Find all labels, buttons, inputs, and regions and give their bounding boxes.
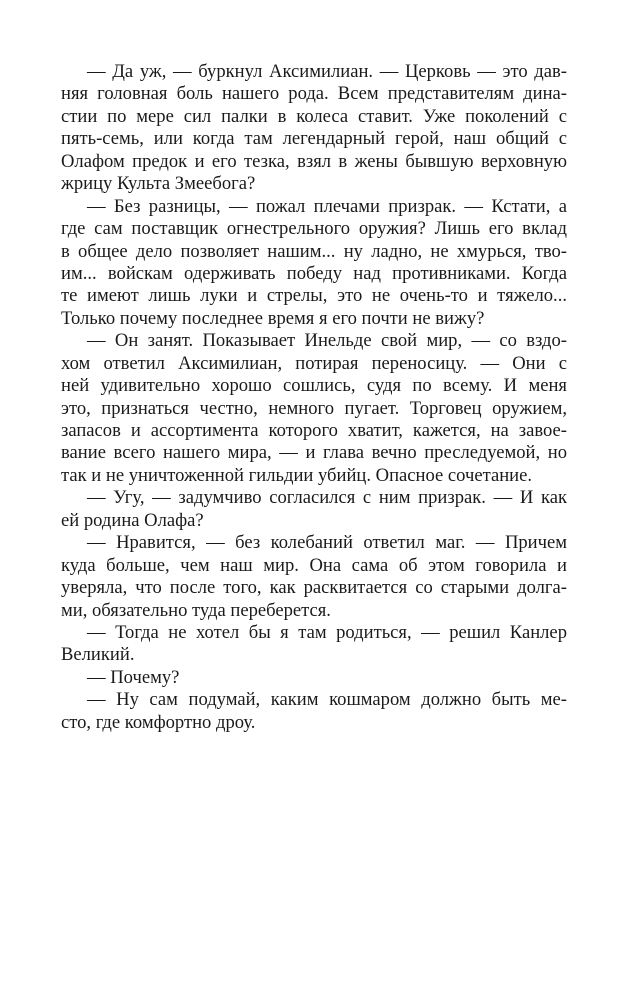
text-line: Великий.	[61, 644, 135, 666]
text-line: ми, обязательно туда переберется.	[61, 599, 331, 621]
text-line: жрицу Культа Змеебога?	[61, 173, 256, 195]
text-line: ей родина Олафа?	[61, 509, 204, 531]
page-text	[61, 61, 567, 734]
text-line: в общее дело позволяет нашим... ну ладно, не хмурься, тво-	[61, 240, 567, 262]
text-line: куда больше, чем наш мир. Она сама об этом говорила и	[61, 554, 567, 576]
text-line: — Да уж, — буркнул Аксимилиан. — Церковь — это дав-	[87, 61, 567, 82]
text-line: им... войскам одерживать победу над противниками. Когда	[61, 262, 567, 284]
text-line: это, признаться честно, немного пугает. Торговец оружием,	[61, 397, 567, 419]
text-line: — Тогда не хотел бы я там родиться, — решил Канлер	[87, 621, 567, 643]
text-line: где сам поставщик огнестрельного оружия? Лишь его вклад	[61, 218, 567, 240]
text-line: уверяла, что после того, как расквитается со старыми долга-	[61, 577, 567, 599]
text-line: — Нравится, — без колебаний ответил маг. — Причем	[87, 532, 567, 554]
text-line: Только почему последнее время я его почти не вижу?	[61, 307, 485, 329]
text-line: ней удивительно хорошо сошлись, судя по всему. И меня	[61, 375, 567, 397]
text-line: — Почему?	[87, 666, 180, 688]
text-line: стии по мере сил палки в колеса ставит. Уже поколений с	[61, 105, 567, 127]
text-line: — Он занят. Показывает Инельде свой мир, — со вздо-	[87, 330, 567, 352]
text-line: Олафом предок и его тезка, взял в жены бывшую верховную	[61, 150, 567, 172]
text-line: — Без разницы, — пожал плечами призрак. — Кстати, а	[87, 195, 567, 217]
text-line: — Ну сам подумай, каким кошмаром должно быть ме-	[87, 689, 567, 711]
text-line: — Угу, — задумчиво согласился с ним призрак. — И как	[87, 487, 567, 509]
text-line: так и не уничтоженной гильдии убийц. Опасное сочетание.	[61, 464, 532, 486]
text-line: хом ответил Аксимилиан, потирая переносицу. — Они с	[61, 352, 567, 374]
text-line: няя головная боль нашего рода. Всем представителям дина-	[61, 83, 567, 105]
text-line: пять-семь, или когда там легендарный герой, наш общий с	[61, 128, 567, 150]
text-line: те имеют лишь луки и стрелы, это не очень-то и тяжело...	[61, 285, 567, 307]
text-line: вание всего нашего мира, — и глава вечно преследуемой, но	[61, 442, 567, 464]
text-line: запасов и ассортимента которого хватит, кажется, на завое-	[61, 420, 567, 441]
text-line: сто, где комфортно дроу.	[61, 711, 256, 733]
